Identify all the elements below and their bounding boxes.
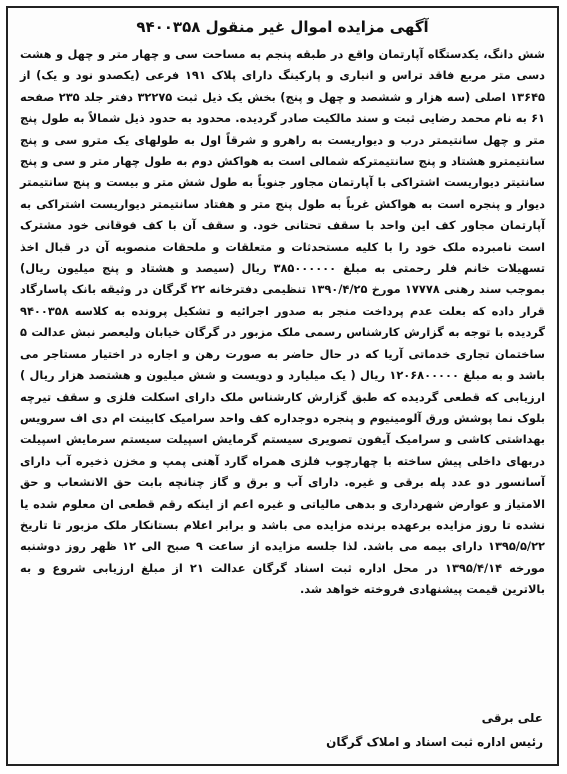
notice-title: آگهی مزایده اموال غیر منقول ۹۴۰۰۳۵۸ [136, 18, 429, 36]
notice-frame [6, 6, 559, 766]
signature-title: رئیس اداره ثبت اسناد و املاک گرگان [326, 735, 543, 749]
signature-name: علی برقی [481, 711, 543, 725]
notice-body: شش دانگ، یکدستگاه آپارتمان واقع در طبقه پنجم به مساحت سی و چهار متر و چهل و هشت دسی متر مربع فاقد تراس و انباری و پارکینگ دارای پلاک ۱۹۱ فرعی (یکصدو نود و یک) از ۱۳۶۴۵ اصلی (سه هزار و ششصد و چهل و پنج) بخش یک ذیل ثبت ۳۲۲۷۵ دفتر جلد ۲۳۵ صفحه ۶۱ به نام محمد رضایی ثبت و سند مالکیت صادر گردیده. محدود به حدود ذیل شمالاً به طول پنج متر و چهل سانتیمتر درب و دیواریست به راهرو و شرقاً اول به طولهای یک مترو سی و پنج سانتیمترو هشتاد و پنج سانتیمترکه شمالی است به هواکش دوم به طول چهار متر و سی و پنج سانتیتر دیواریست اشتراکی با آپارتمان مجاور جنوباً به طول شش متر و بیست و پنج سانتیمتر دیوار و پنجره است به هواکش غرباً به طول پنج متر و هفتاد سانتیمتر دیواریست اشتراکی به آپارتمان مجاور کف این واحد با سقف تحتانی خود. و سقف آن با کف فوقانی خود مشترک است نامبرده ملک خود را با کلیه مستحدثات و متعلقات و ملحقات منصوبه آن در قبال اخذ تسهیلات خانم فلر رحمتی به مبلغ ۳۸۵۰۰۰۰۰۰ ریال (سیصد و هشتاد و پنج میلیون ریال) بموجب سند رهنی ۱۷۷۷۸ مورخ ۱۳۹۰/۴/۲۵ تنظیمی دفترخانه ۲۲ گرگان در وثیقه بانک پاسارگاد قرار داده که بعلت عدم پرداخت منجر به صدور اجرائیه و تشکیل پرونده به کلاسه ۹۴۰۰۳۵۸ گردیده با توجه به گزارش کارشناس رسمی ملک مزبور در گرگان خیابان ولیعصر نبش عدالت ۵ ساختمان تجاری خدماتی آریا که در حال حاضر به صورت رهن و اجاره در اختیار مستاجر می باشد و به مبلغ ۱۲۰۶۸۰۰۰۰۰ ریال ( یک میلیارد و دویست و شش میلیون و هشتصد هزار ریال ) ارزیابی که قطعی گردیده که طبق گزارش کارشناس ملک دارای اسکلت فلزی و سقف تیرچه بلوک نما پوشش ورق آلومینیوم و پنجره دوجداره کف واحد سرامیک کابینت ام دی اف سرویس بهداشتی کاشی و سرامیک آیفون تصویری سیستم گرمایش اسپیلت سیستم سرمایش اسپیلت دربهای داخلی پیش ساخته با چهارچوب فلزی همراه گارد آهنی پمپ و مخزن ذخیره آب دارای آسانسور دو عدد پله برقی و غیره. دارای آب و برق و گاز چنانچه بابت حق الانشعاب و حق الامتیاز و عوارض شهرداری و بدهی مالیاتی و غیره اعم از اینکه رقم قطعی ان معلوم شده یا نشده تا روز مزایده برعهده برنده مزایده می باشد و برابر اعلام بستانکار ملک مزبور تا تاریخ ۱۳۹۵/۵/۲۲ دارای بیمه می باشد. لذا جلسه مزایده از ساعت ۹ صبح الی ۱۲ ظهر روز دوشنبه مورخه ۱۳۹۵/۴/۱۴ در محل اداره ثبت اسناد گرگان عدالت ۲۱ از مبلغ ارزیابی شروع و به بالاترین قیمت پیشنهادی فروخته خواهد شد. [20, 47, 546, 597]
